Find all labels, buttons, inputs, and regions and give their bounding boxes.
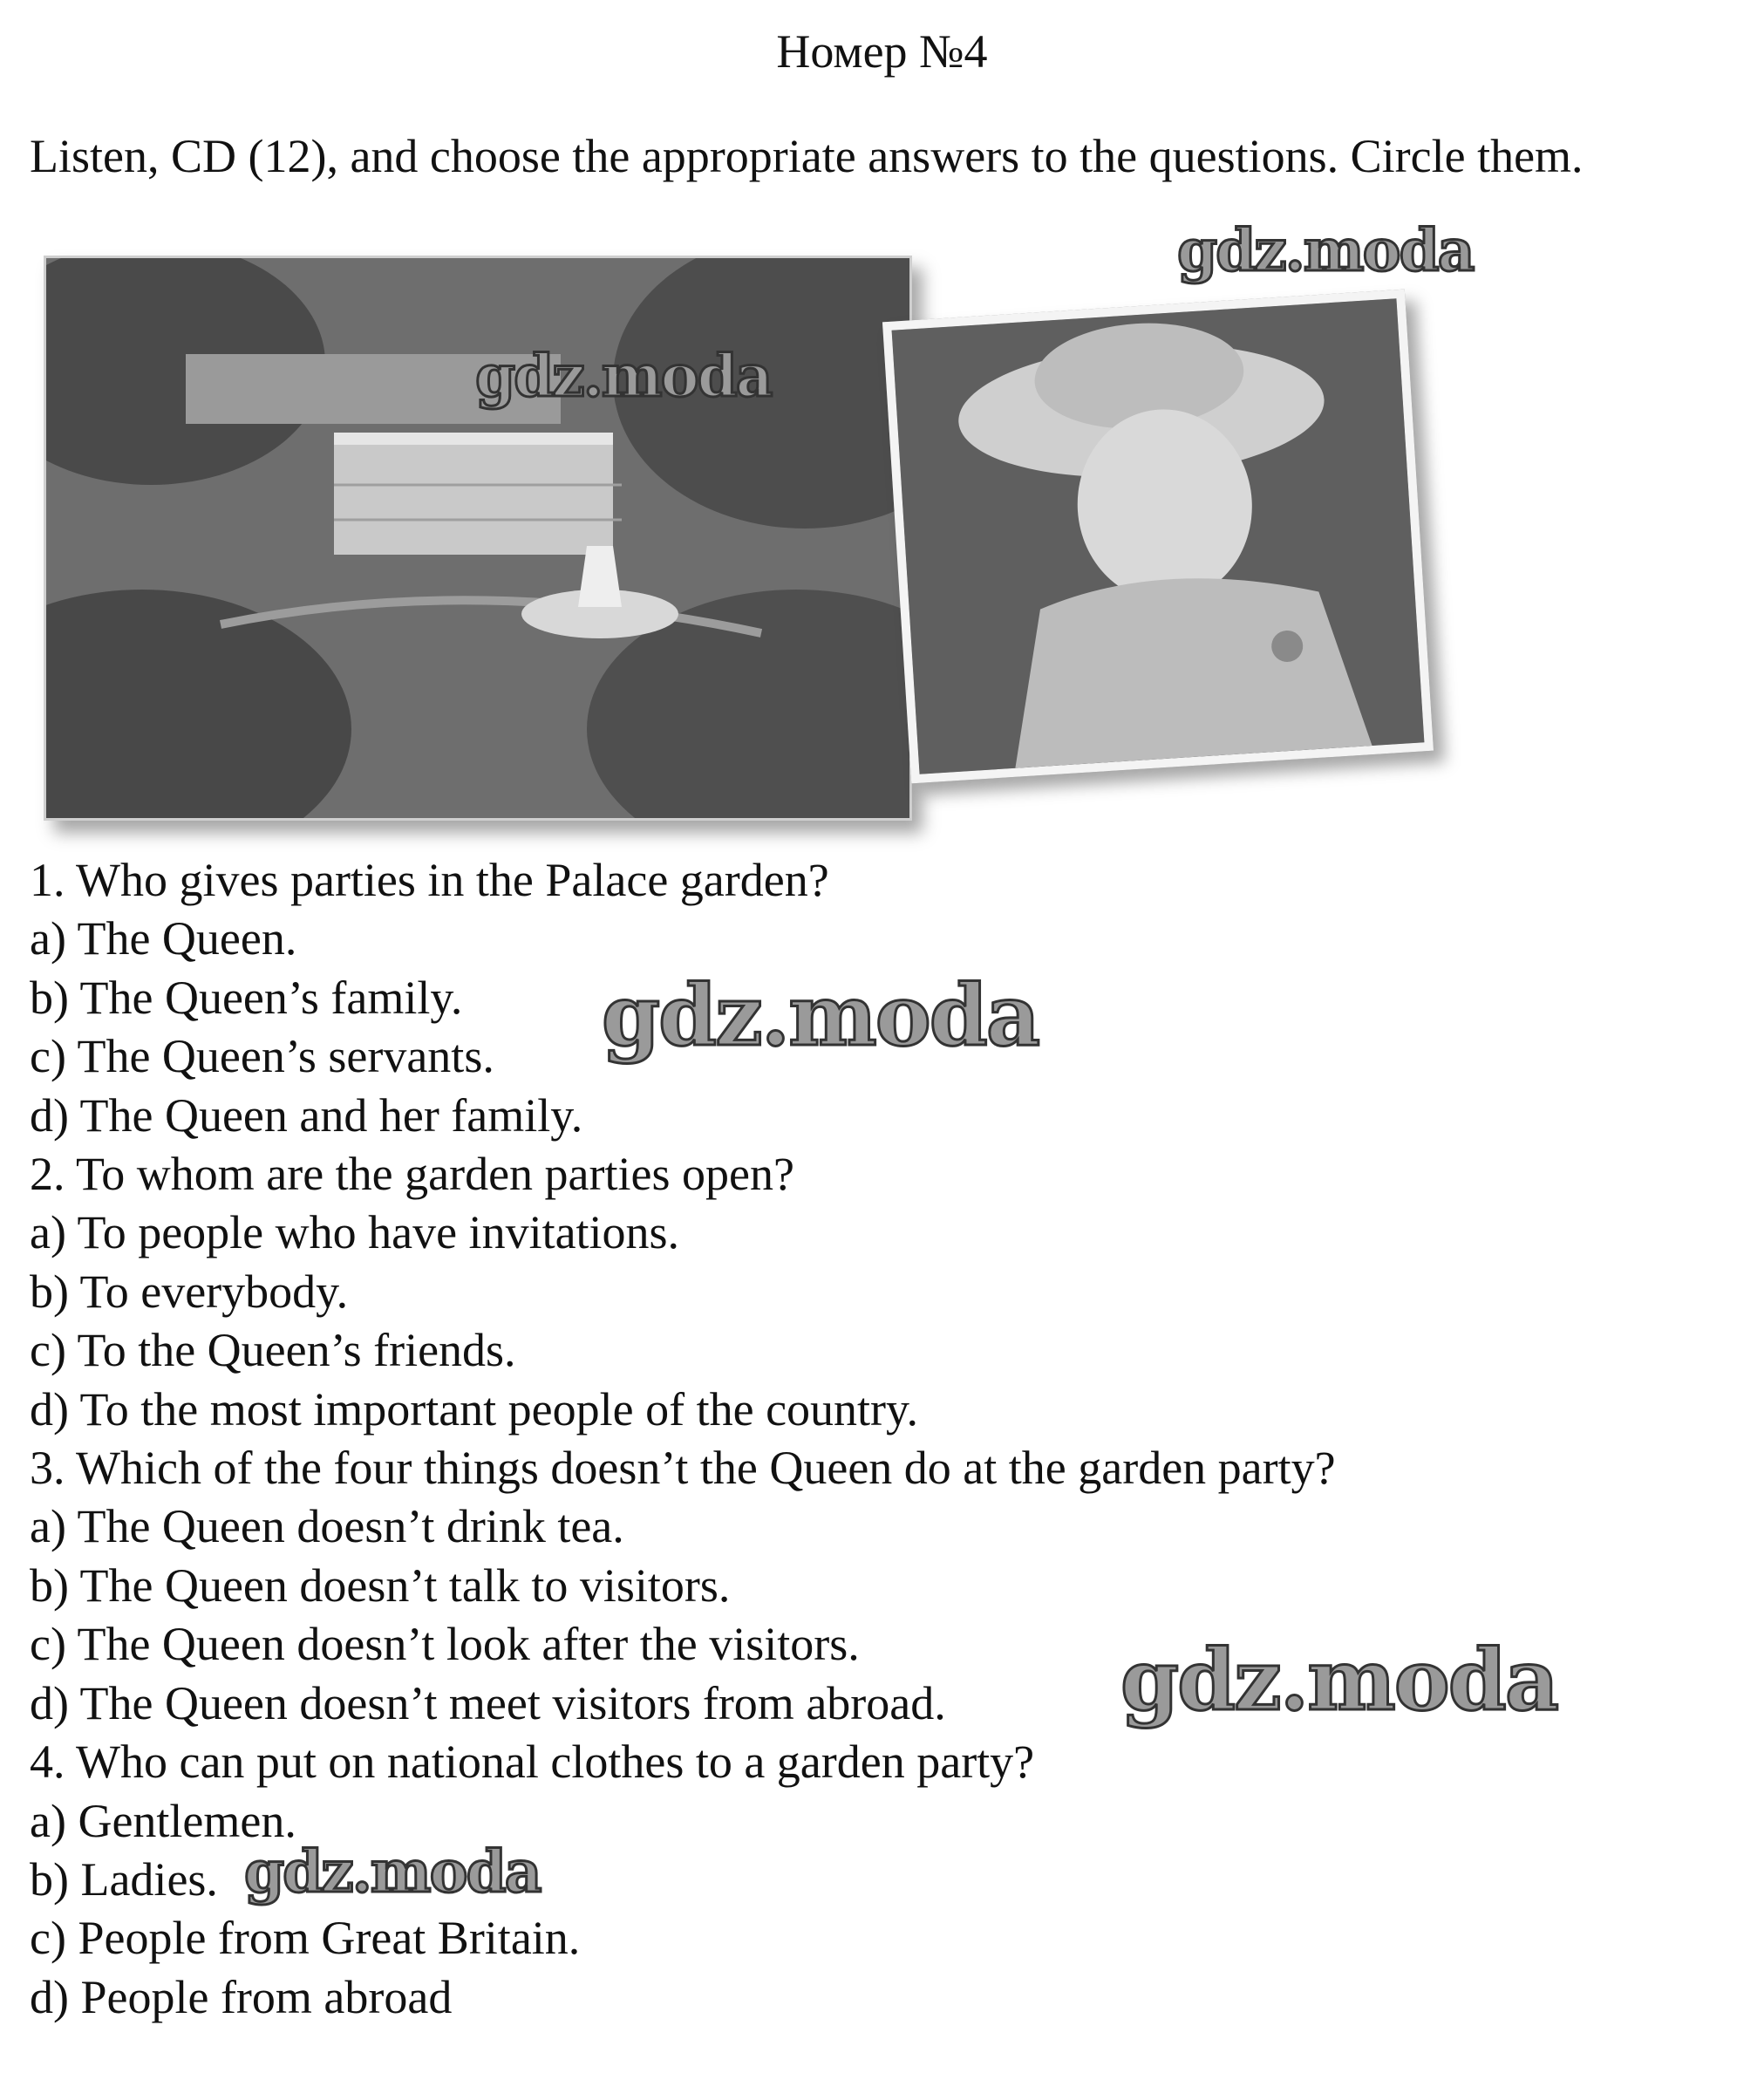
watermark: gdz.moda <box>1177 216 1474 284</box>
instruction-text: Listen, CD (12), and choose the appropriate answers to the questions. Circle them. <box>30 130 1584 182</box>
watermark: gdz.moda <box>1120 1631 1558 1729</box>
option-4a: a) Gentlemen. <box>30 1794 296 1847</box>
watermark: gdz.moda <box>244 1838 541 1906</box>
option-4d: d) People from abroad <box>30 1970 453 2023</box>
question-2: 2. To whom are the garden parties open? <box>30 1148 794 1201</box>
option-2a: a) To people who have invitations. <box>30 1206 680 1259</box>
watermark: gdz.moda <box>475 342 772 410</box>
option-1d: d) The Queen and her family. <box>30 1088 583 1142</box>
option-2b: b) To everybody. <box>30 1265 349 1318</box>
option-3b: b) The Queen doesn’t talk to visitors. <box>30 1558 731 1612</box>
option-1a: a) The Queen. <box>30 912 297 965</box>
page-title: Номер №4 <box>776 25 988 78</box>
option-3c: c) The Queen doesn’t look after the visitors. <box>30 1618 860 1671</box>
option-1b: b) The Queen’s family. <box>30 971 463 1024</box>
option-1c: c) The Queen’s servants. <box>30 1030 494 1083</box>
option-3a: a) The Queen doesn’t drink tea. <box>30 1500 624 1553</box>
question-4: 4. Who can put on national clothes to a garden party? <box>30 1736 1035 1789</box>
option-2c: c) To the Queen’s friends. <box>30 1324 516 1377</box>
option-3d: d) The Queen doesn’t meet visitors from abroad. <box>30 1676 946 1729</box>
option-2d: d) To the most important people of the country. <box>30 1382 919 1436</box>
question-1: 1. Who gives parties in the Palace garden? <box>30 854 829 906</box>
watermark: gdz.moda <box>602 966 1039 1065</box>
palace-aerial-photo <box>44 256 912 821</box>
queen-portrait-photo <box>882 290 1434 784</box>
option-4c: c) People from Great Britain. <box>30 1912 581 1965</box>
option-4b: b) Ladies. <box>30 1852 218 1906</box>
question-3: 3. Which of the four things doesn’t the Queen do at the garden party? <box>30 1442 1336 1495</box>
